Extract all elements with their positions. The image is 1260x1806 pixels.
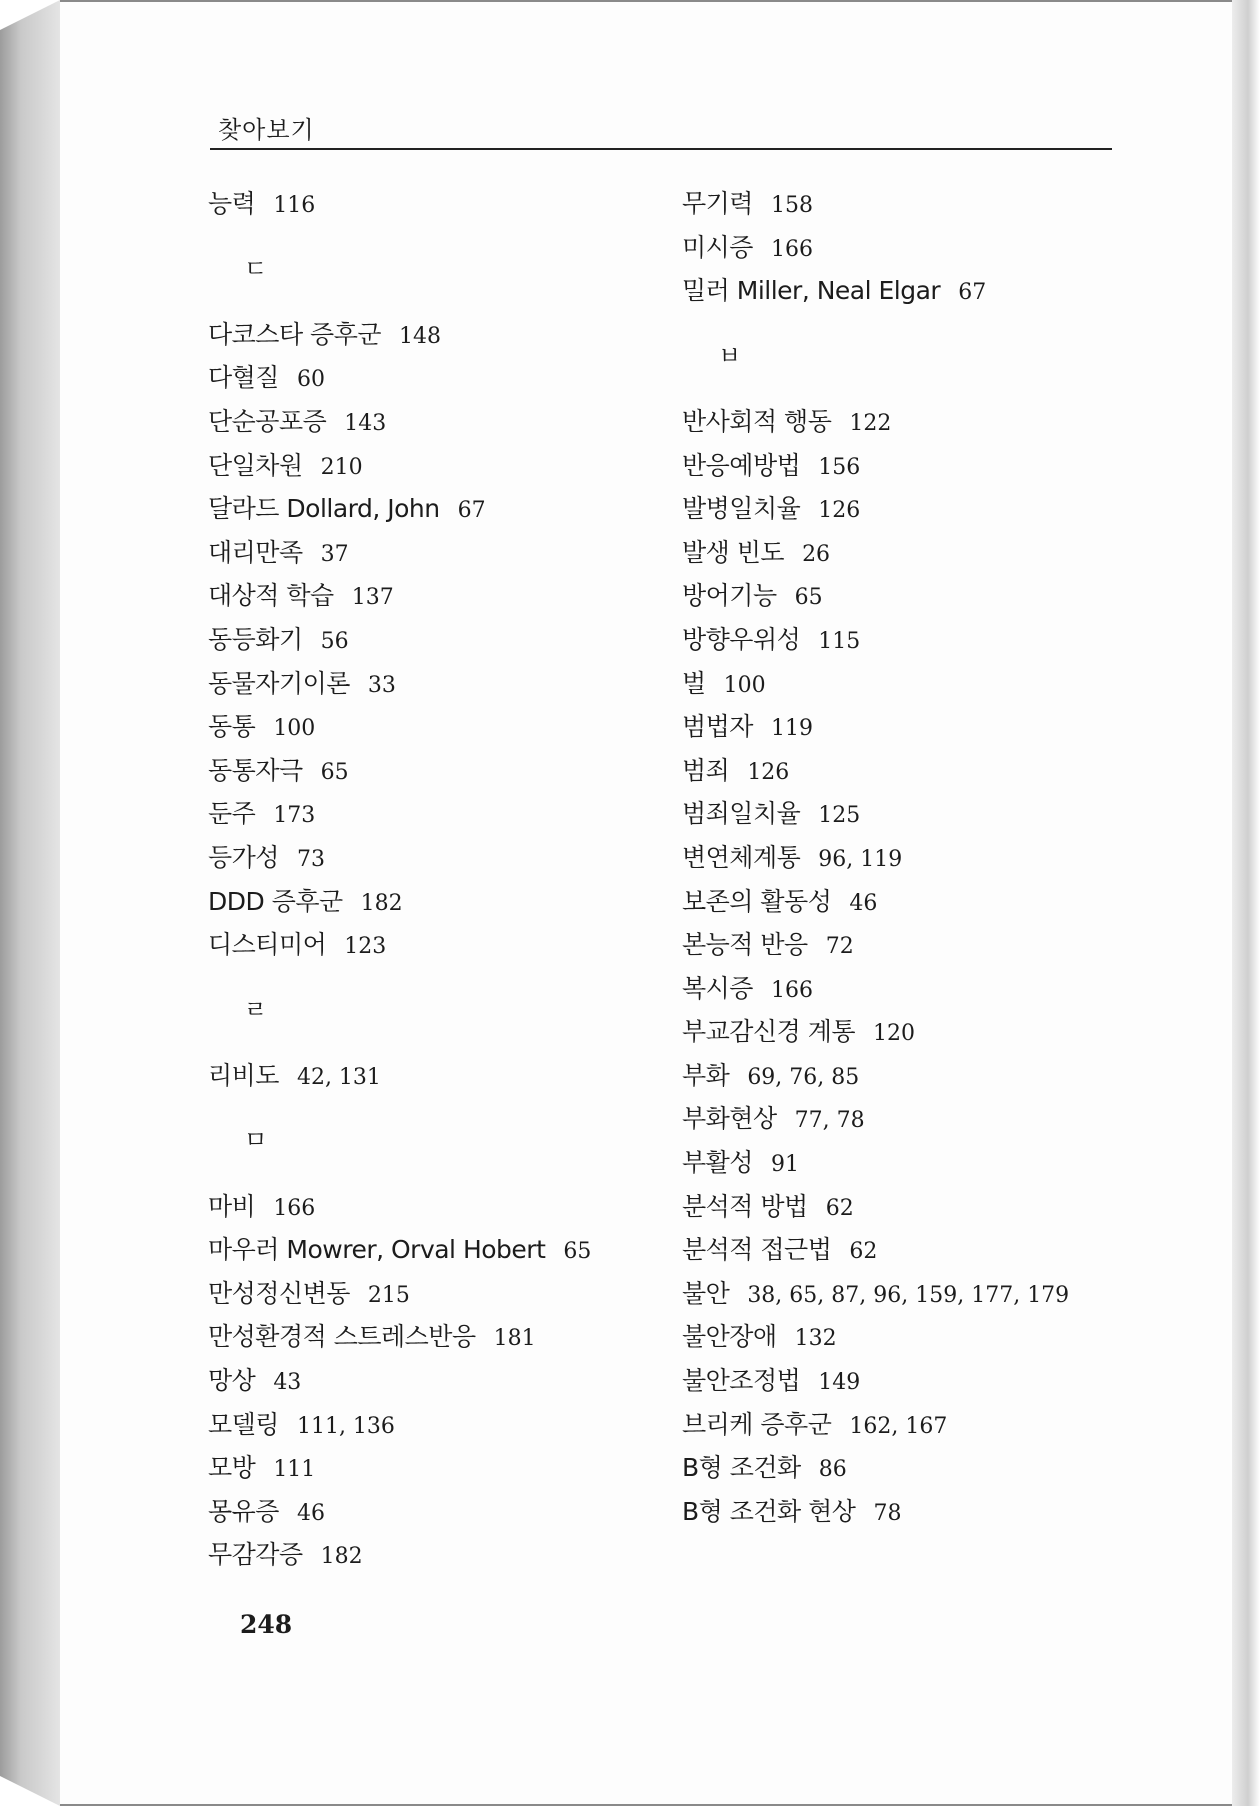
index-entry <box>682 705 1069 749</box>
index-page <box>60 0 1232 1806</box>
index-page-refs: 215 <box>367 1282 410 1308</box>
index-term: 반사회적 행동 <box>682 406 832 436</box>
index-term: 디스티미어 <box>208 930 327 960</box>
index-page-refs: 137 <box>351 585 394 611</box>
index-term: 등가성 <box>208 842 279 872</box>
index-entry <box>682 1272 1069 1316</box>
index-column-left <box>208 182 591 1577</box>
index-page-refs: 143 <box>344 410 387 436</box>
index-entry <box>682 1097 1069 1141</box>
index-term: 브리케 증후군 <box>682 1409 832 1439</box>
index-term: 마우러 Mowrer, Orval Hobert <box>208 1235 546 1265</box>
index-entry <box>682 1315 1069 1359</box>
index-term: 모델링 <box>208 1409 279 1439</box>
index-entry <box>682 1228 1069 1272</box>
index-term: 본능적 반응 <box>682 930 808 960</box>
index-page-refs: 96, 119 <box>818 846 903 872</box>
index-section-heading: ㄷ <box>244 254 268 283</box>
index-page-refs: 65 <box>794 585 823 611</box>
index-page-refs: 158 <box>770 193 813 218</box>
index-entry <box>208 662 591 706</box>
index-page-refs: 132 <box>794 1326 837 1352</box>
index-page-refs: 62 <box>825 1195 854 1221</box>
index-term: 발병일치율 <box>682 494 801 524</box>
running-head: 찾아보기 <box>218 116 315 144</box>
index-page-refs: 67 <box>958 280 987 306</box>
index-page-refs: 182 <box>360 890 403 916</box>
index-entry <box>682 1490 1069 1534</box>
index-entry <box>682 618 1069 662</box>
index-term: 달라드 Dollard, John <box>208 494 440 524</box>
index-page-refs: 125 <box>818 803 861 829</box>
index-entry <box>682 967 1069 1011</box>
index-page-refs: 166 <box>770 977 813 1003</box>
index-entry <box>682 269 1069 313</box>
index-page-refs: 67 <box>457 498 486 524</box>
index-term: 범법자 <box>682 712 753 742</box>
index-term: 동통 <box>208 712 256 742</box>
index-entry <box>208 880 591 924</box>
index-term: 마비 <box>208 1191 256 1221</box>
index-entry <box>682 1010 1069 1054</box>
index-entry <box>208 923 591 967</box>
index-entry <box>682 662 1069 706</box>
index-term: 만성환경적 스트레스반응 <box>208 1322 476 1352</box>
index-term: 몽유증 <box>208 1496 279 1526</box>
index-entry <box>208 1185 591 1229</box>
book-spine-edge <box>0 0 60 1806</box>
index-page-refs: 126 <box>747 759 790 785</box>
index-page-refs: 122 <box>849 410 892 436</box>
index-page-refs: 210 <box>320 454 363 480</box>
index-section-heading: ㄹ <box>244 995 268 1024</box>
index-page-refs: 111 <box>273 1457 316 1483</box>
index-term: 다혈질 <box>208 363 279 393</box>
index-entry <box>682 1403 1069 1447</box>
index-page-refs: 116 <box>273 193 316 218</box>
index-entry <box>682 1185 1069 1229</box>
index-term: 미시증 <box>682 232 753 262</box>
index-entry <box>208 1533 591 1577</box>
index-entry <box>682 1141 1069 1185</box>
index-page-refs: 42, 131 <box>296 1064 381 1090</box>
index-term: 만성정신변동 <box>208 1278 350 1308</box>
index-entry <box>682 1446 1069 1490</box>
index-entry <box>208 1054 591 1098</box>
index-term: B형 조건화 현상 <box>682 1496 856 1526</box>
index-term: 분석적 접근법 <box>682 1235 832 1265</box>
index-entry <box>208 531 591 575</box>
index-page-refs: 149 <box>818 1370 861 1396</box>
index-term: 발생 빈도 <box>682 537 785 567</box>
index-entry <box>208 1272 591 1316</box>
page-edge-shadow <box>1230 0 1260 1806</box>
index-page-refs: 37 <box>320 541 349 567</box>
index-term: 단일차원 <box>208 450 303 480</box>
index-page-refs: 119 <box>770 716 813 742</box>
index-term: 동통자극 <box>208 755 303 785</box>
index-page-refs: 115 <box>818 628 861 654</box>
index-page-refs: 156 <box>818 454 861 480</box>
index-entry <box>682 444 1069 488</box>
page-number: 248 <box>240 1610 293 1639</box>
header-rule <box>210 148 1112 150</box>
index-entry <box>682 531 1069 575</box>
index-term: 단순공포증 <box>208 406 327 436</box>
index-term: 불안장애 <box>682 1322 777 1352</box>
index-term: 부화 <box>682 1060 730 1090</box>
index-term: 방향우위성 <box>682 624 801 654</box>
index-entry <box>208 574 591 618</box>
index-entry <box>208 444 591 488</box>
index-entry <box>208 1490 591 1534</box>
index-page-refs: 65 <box>563 1239 592 1265</box>
index-page-refs: 69, 76, 85 <box>747 1064 860 1090</box>
index-term: 분석적 방법 <box>682 1191 808 1221</box>
index-term: 벌 <box>682 668 706 698</box>
index-page-refs: 46 <box>296 1500 325 1526</box>
index-term: 능력 <box>208 189 256 218</box>
index-column-right <box>682 182 1069 1533</box>
index-term: 동물자기이론 <box>208 668 350 698</box>
index-term: 범죄 <box>682 755 730 785</box>
index-term: 대상적 학습 <box>208 581 334 611</box>
index-page-refs: 33 <box>367 672 396 698</box>
index-term: 방어기능 <box>682 581 777 611</box>
index-entry <box>208 400 591 444</box>
index-entry <box>208 313 591 357</box>
index-term: 반응예방법 <box>682 450 801 480</box>
index-page-refs: 126 <box>818 498 861 524</box>
index-term: 부활성 <box>682 1148 753 1178</box>
index-term: 복시증 <box>682 973 753 1003</box>
index-page-refs: 120 <box>873 1021 915 1047</box>
index-entry <box>682 574 1069 618</box>
index-entry <box>208 1403 591 1447</box>
index-entry <box>208 618 591 662</box>
index-entry <box>682 792 1069 836</box>
index-page-refs: 77, 78 <box>794 1108 865 1134</box>
index-entry <box>208 1315 591 1359</box>
index-term: 불안 <box>682 1278 730 1308</box>
index-entry <box>682 1054 1069 1098</box>
index-entry <box>682 226 1069 270</box>
index-page-refs: 72 <box>825 934 854 960</box>
index-term: B형 조건화 <box>682 1453 801 1483</box>
index-page-refs: 60 <box>296 367 325 393</box>
index-term: 범죄일치율 <box>682 799 801 829</box>
index-term: 부화현상 <box>682 1104 777 1134</box>
index-entry <box>208 1228 591 1272</box>
index-page-refs: 78 <box>873 1500 902 1526</box>
index-entry <box>682 1359 1069 1403</box>
index-entry <box>208 836 591 880</box>
index-page-refs: 111, 136 <box>296 1413 395 1439</box>
index-page-refs: 100 <box>273 716 316 742</box>
index-term: 보존의 활동성 <box>682 886 832 916</box>
index-page-refs: 65 <box>320 759 349 785</box>
index-page-refs: 166 <box>770 236 813 262</box>
index-page-refs: 46 <box>849 890 878 916</box>
index-page-refs: 38, 65, 87, 96, 159, 177, 179 <box>747 1282 1070 1308</box>
index-entry <box>208 749 591 793</box>
index-page-refs: 166 <box>273 1195 316 1221</box>
index-entry <box>208 356 591 400</box>
index-term: 리비도 <box>208 1060 279 1090</box>
index-term: 무기력 <box>682 189 753 218</box>
index-page-refs: 43 <box>273 1370 302 1396</box>
index-entry <box>208 1359 591 1403</box>
index-term: 밀러 Miller, Neal Elgar <box>682 276 941 306</box>
index-entry <box>208 705 591 749</box>
index-entry <box>208 792 591 836</box>
index-page-refs: 148 <box>399 323 441 349</box>
index-term: 모방 <box>208 1453 256 1483</box>
index-entry <box>208 487 591 531</box>
index-page-refs: 162, 167 <box>849 1413 948 1439</box>
index-term: DDD 증후군 <box>208 886 343 916</box>
index-term: 다코스타 증후군 <box>208 319 381 349</box>
index-page-refs: 123 <box>344 934 387 960</box>
index-entry <box>682 836 1069 880</box>
index-page-refs: 26 <box>802 541 831 567</box>
index-term: 부교감신경 계통 <box>682 1017 855 1047</box>
index-term: 무감각증 <box>208 1540 303 1570</box>
index-entry <box>682 749 1069 793</box>
index-page-refs: 91 <box>770 1152 799 1178</box>
index-term: 변연체계통 <box>682 842 801 872</box>
index-entry <box>682 487 1069 531</box>
index-page-refs: 62 <box>849 1239 878 1265</box>
index-entry <box>682 923 1069 967</box>
index-term: 둔주 <box>208 799 256 829</box>
index-entry <box>682 400 1069 444</box>
index-term: 동등화기 <box>208 624 303 654</box>
index-page-refs: 100 <box>723 672 766 698</box>
index-page-refs: 182 <box>320 1544 363 1570</box>
index-section-heading: ㅁ <box>244 1126 268 1155</box>
index-page-refs: 73 <box>296 846 325 872</box>
index-entry <box>208 182 591 226</box>
index-term: 불안조정법 <box>682 1366 801 1396</box>
index-page-refs: 56 <box>320 628 349 654</box>
index-term: 대리만족 <box>208 537 303 567</box>
index-page-refs: 181 <box>493 1326 536 1352</box>
index-entry <box>682 182 1069 226</box>
index-entry <box>208 1446 591 1490</box>
index-entry <box>682 880 1069 924</box>
index-page-refs: 173 <box>273 803 316 829</box>
index-section-heading: ㅂ <box>718 341 742 370</box>
index-term: 망상 <box>208 1366 256 1396</box>
index-page-refs: 86 <box>818 1457 847 1483</box>
